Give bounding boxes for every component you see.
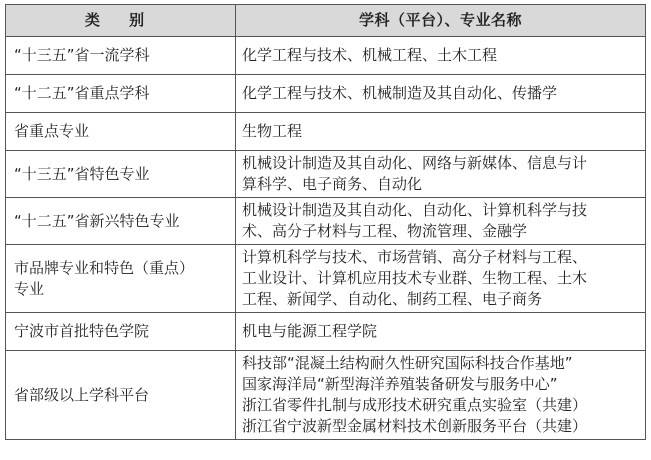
content-cell bbox=[236, 313, 646, 351]
content-cell bbox=[236, 198, 646, 245]
table-row bbox=[6, 245, 646, 313]
content-text: 术、高分子材料与工程、物流管理、金融学 bbox=[242, 222, 528, 240]
content-text: 国家海洋局“新型海洋养殖装备研发与服务中心” bbox=[242, 375, 558, 393]
content-text: 生物工程 bbox=[242, 122, 303, 140]
category-text: 市品牌专业和特色（重点） bbox=[14, 258, 195, 277]
discipline-table bbox=[5, 4, 646, 440]
category-text: “十二五”省新兴特色专业 bbox=[14, 211, 180, 230]
header-content: 学科（平台）、专业名称 bbox=[236, 5, 646, 37]
content-text: 算科学、电子商务、自动化 bbox=[242, 175, 423, 193]
category-text: “十三五”省一流学科 bbox=[14, 46, 150, 64]
content-text: 浙江省宁波新型金属材料技术创新服务平台（共建） bbox=[242, 417, 588, 435]
category-text: “十三五”省特色专业 bbox=[14, 164, 150, 183]
table-row bbox=[6, 151, 646, 198]
content-cell bbox=[236, 351, 646, 440]
content-text: 机电与能源工程学院 bbox=[242, 322, 378, 340]
table-row bbox=[6, 351, 646, 440]
table-row bbox=[6, 113, 646, 151]
category-cell bbox=[6, 313, 236, 351]
content-cell bbox=[236, 245, 646, 313]
content-cell bbox=[236, 113, 646, 151]
category-cell bbox=[6, 198, 236, 245]
category-text: “十二五”省重点学科 bbox=[14, 84, 150, 102]
category-text: 省部级以上学科平台 bbox=[14, 385, 150, 404]
table-row bbox=[6, 75, 646, 113]
content-cell bbox=[236, 75, 646, 113]
category-cell bbox=[6, 351, 236, 440]
table-row bbox=[6, 313, 646, 351]
content-text: 浙江省零件扎制与成形技术研究重点实验室（共建） bbox=[242, 396, 588, 414]
table-row bbox=[6, 198, 646, 245]
content-text: 工程、新闻学、自动化、制药工程、电子商务 bbox=[242, 290, 543, 308]
content-text: 工业设计、计算机应用技术专业群、生物工程、土木 bbox=[242, 269, 588, 287]
content-cell bbox=[236, 37, 646, 75]
table-header-row bbox=[6, 5, 646, 37]
category-cell bbox=[6, 151, 236, 198]
content-text: 机械设计制造及其自动化、自动化、计算机科学与技 bbox=[242, 201, 588, 219]
content-text: 化学工程与技术、机械制造及其自动化、传播学 bbox=[242, 84, 558, 102]
category-cell bbox=[6, 37, 236, 75]
table-row bbox=[6, 37, 646, 75]
content-text: 机械设计制造及其自动化、网络与新媒体、信息与计 bbox=[242, 154, 588, 172]
content-text: 化学工程与技术、机械工程、土木工程 bbox=[242, 46, 498, 64]
category-cell bbox=[6, 113, 236, 151]
category-text: 宁波市首批特色学院 bbox=[14, 322, 150, 340]
category-text: 专业 bbox=[14, 279, 45, 298]
category-text: 省重点专业 bbox=[14, 122, 90, 140]
category-cell bbox=[6, 75, 236, 113]
content-text: 计算机科学与技术、市场营销、高分子材料与工程、 bbox=[242, 248, 588, 266]
header-category: 类 别 bbox=[6, 5, 236, 37]
content-text: 科技部“混凝土结构耐久性研究国际科技合作基地” bbox=[242, 354, 573, 372]
content-cell bbox=[236, 151, 646, 198]
category-cell bbox=[6, 245, 236, 313]
